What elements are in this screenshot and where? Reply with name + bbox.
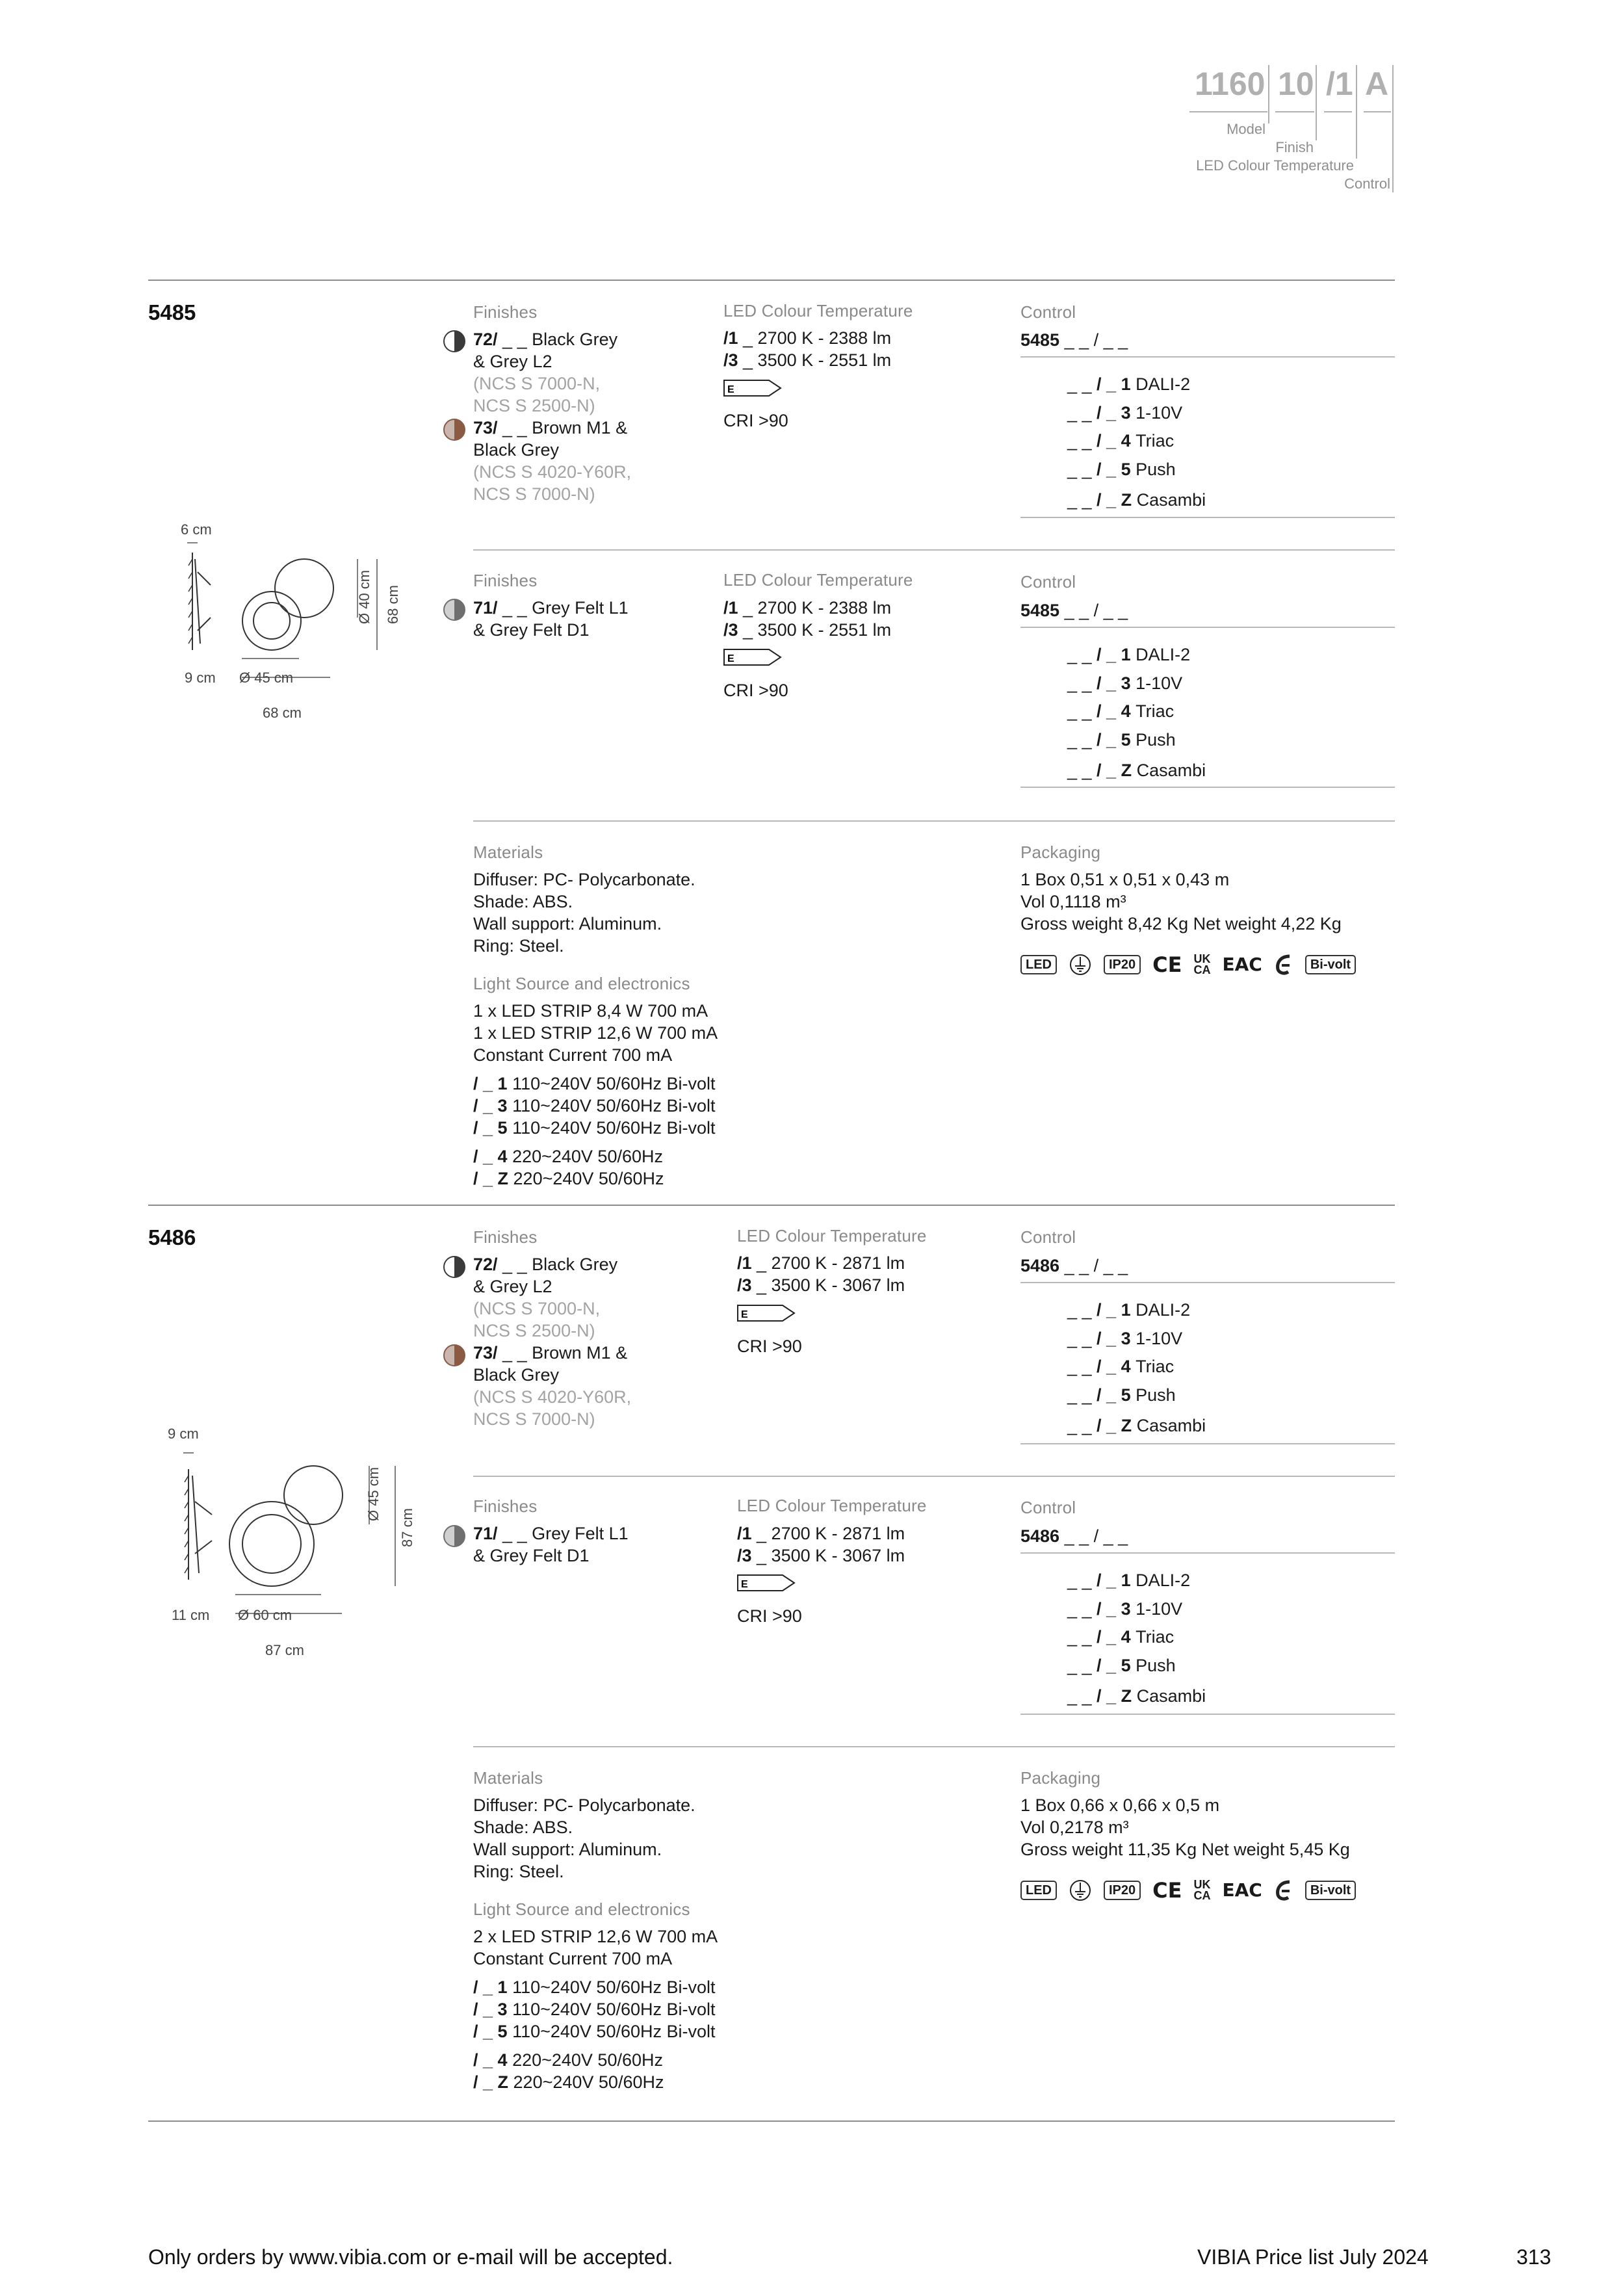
code-label-control: Control [1344,176,1390,192]
dim-depth: 9 cm [185,670,216,686]
ip-badge: IP20 [1104,1881,1141,1900]
product-model: 5485 [148,300,196,324]
control-option-label: Push [1136,1656,1176,1675]
packaging-list [1020,1794,1350,1860]
control-prefix: _ _ [1067,673,1097,693]
control-option-code: / _ 5 [1097,1656,1131,1675]
certifications [1020,953,1356,976]
led-temp-label: LED Colour Temperature [723,570,913,590]
temp-value: _ 2700 K - 2871 lm [751,1253,905,1273]
material-item: Wall support: Aluminum. [473,1840,662,1859]
control-prefix: _ _ [1067,1300,1097,1320]
footer-note: Only orders by www.vibia.com or e-mail will be accepted. [148,2245,673,2269]
materials-list [473,868,695,957]
finish-name: _ _ Grey Felt L1 [497,598,629,618]
voltage-value: 110~240V 50/60Hz Bi-volt [512,1977,716,1997]
control-rule [1020,1714,1395,1715]
packaging-item: 1 Box 0,51 x 0,51 x 0,43 m [1020,870,1230,889]
material-item: Shade: ABS. [473,1818,573,1837]
finish-name-2: & Grey Felt D1 [473,620,590,640]
control-option-code: / _ 5 [1097,730,1131,750]
finish-name: _ _ Black Grey [497,1255,618,1274]
ce-mark: CE [1152,1878,1182,1903]
voltage-list [473,1976,716,2093]
control-rule [1020,517,1395,518]
voltage-code: / _ 5 [473,2022,508,2041]
control-rule [1020,1552,1395,1554]
voltage-code: / _ 4 [473,1147,508,1166]
voltage-code: / _ Z [473,1169,509,1188]
temp-list [737,1522,905,1567]
finish-ncs: (NCS S 7000-N, [473,374,601,393]
control-option-label: Casambi [1136,490,1206,510]
ukca-mark [1194,1879,1211,1901]
finish-name: _ _ Brown M1 & [497,1343,628,1363]
control-prefix: _ _ [1067,374,1097,394]
control-option-code: / _ Z [1097,761,1132,780]
energy-class: E [741,1579,748,1590]
dim-big-diameter: Ø 60 cm [238,1607,292,1623]
product-drawing [169,533,416,728]
finish-ncs: (NCS S 4020-Y60R, [473,462,632,482]
grey-felt-swatch [443,599,465,621]
finish-name: _ _ Black Grey [497,330,618,349]
temp-value: _ 3500 K - 2551 lm [738,350,892,370]
code-label-temp: LED Colour Temperature [1196,157,1354,174]
control-prefix: _ _ [1067,1416,1097,1435]
variant-divider [473,1746,1395,1747]
control-prefix: _ _ [1067,1329,1097,1348]
voltage-code: / _ 3 [473,2000,508,2019]
ukca-bottom: CA [1193,1889,1211,1902]
packaging-label: Packaging [1020,842,1101,862]
control-option-label: Triac [1136,431,1175,450]
finish-code: 72/ [473,1255,498,1274]
energy-class: E [727,384,734,395]
control-rule [1020,787,1395,788]
dim-depth-top: 9 cm [168,1426,199,1442]
grey-felt-swatch [443,1525,465,1547]
control-prefix: _ _ [1067,761,1097,780]
page-number: 313 [1516,2245,1552,2269]
energy-label-icon [737,1574,796,1591]
certifications [1020,1879,1356,1902]
control-option-code: / _ 4 [1097,431,1131,450]
finish-ncs: (NCS S 4020-Y60R, [473,1387,632,1407]
led-badge: LED [1020,1881,1057,1900]
control-option-label: 1-10V [1136,1599,1183,1619]
packaging-item: 1 Box 0,66 x 0,66 x 0,5 m [1020,1795,1220,1815]
temp-code: /3 [723,350,738,370]
control-suffix: _ _ / _ _ [1059,330,1128,350]
control-code [1020,1525,1128,1547]
section-divider [148,280,1395,281]
energy-label-icon [723,649,782,666]
control-option-code: / _ 1 [1097,1571,1131,1590]
ukca-mark [1194,954,1211,976]
energy-efficiency-icon [1274,1879,1293,1901]
packaging-item: Vol 0,1118 m³ [1020,892,1126,911]
dim-small-diameter: Ø 45 cm [365,1467,382,1521]
control-option-code: / _ Z [1097,1686,1132,1706]
voltage-code: / _ 1 [473,1977,508,1997]
control-option-code: / _ 1 [1097,645,1131,664]
control-prefix: _ _ [1067,1357,1097,1376]
packaging-item: Gross weight 8,42 Kg Net weight 4,22 Kg [1020,914,1342,933]
packaging-label: Packaging [1020,1768,1101,1788]
dim-depth: 11 cm [172,1607,210,1623]
finish-code: 72/ [473,330,498,349]
voltage-value: 220~240V 50/60Hz [512,2050,664,2070]
control-prefix: _ _ [1067,490,1097,510]
cri-value: CRI >90 [737,1337,802,1356]
control-label: Control [1020,1498,1076,1517]
voltage-value: 220~240V 50/60Hz [512,1147,664,1166]
energy-label-icon [737,1305,796,1322]
control-option-code: / _ 1 [1097,374,1131,394]
dim-depth-top: 6 cm [181,521,212,538]
control-option-code: / _ 4 [1097,1357,1131,1376]
energy-efficiency-icon [1274,954,1293,976]
voltage-value: 220~240V 50/60Hz [513,1169,664,1188]
voltage-code: / _ 3 [473,1096,508,1115]
finish-name-2: Black Grey [473,440,560,460]
light-source-item: Constant Current 700 mA [473,1045,673,1065]
control-label: Control [1020,572,1076,592]
control-prefix: _ _ [1067,1686,1097,1706]
control-code [1020,599,1128,621]
brown-swatch [443,1344,465,1366]
control-code [1020,1255,1128,1277]
code-model: 1160 [1195,66,1266,102]
eac-mark: EAC [1222,954,1262,975]
control-option-label: DALI-2 [1136,645,1191,664]
control-rule [1020,356,1395,358]
finish-code: 71/ [473,1524,498,1543]
variant-divider [473,1476,1395,1477]
control-option-code: / _ 4 [1097,701,1131,721]
control-prefix: _ _ [1067,403,1097,423]
material-item: Diffuser: PC- Polycarbonate. [473,870,695,889]
black-grey-swatch [443,330,465,352]
variant-divider [473,549,1395,551]
finish-name: _ _ Grey Felt L1 [497,1524,629,1543]
control-option-label: Triac [1136,1627,1175,1647]
control-option-label: DALI-2 [1136,1571,1191,1590]
finishes-label: Finishes [473,1496,538,1516]
control-suffix: _ _ / _ _ [1059,601,1128,620]
cri-value: CRI >90 [737,1606,802,1626]
finishes-label: Finishes [473,571,538,590]
temp-value: _ 3500 K - 2551 lm [738,620,892,640]
voltage-code: / _ 5 [473,1118,508,1138]
light-source-item: 1 x LED STRIP 8,4 W 700 mA [473,1001,708,1021]
dim-small-diameter: Ø 40 cm [356,569,372,624]
light-source-item: Constant Current 700 mA [473,1949,673,1968]
code-control: A [1365,66,1389,102]
bivolt-badge: Bi-volt [1305,955,1356,974]
brown-swatch [443,419,465,441]
ip-badge: IP20 [1104,955,1141,974]
led-badge: LED [1020,955,1057,974]
finishes-label: Finishes [473,1227,538,1247]
temp-code: /3 [737,1275,752,1295]
temp-value: _ 2700 K - 2388 lm [738,328,892,348]
control-rule [1020,1443,1395,1444]
material-item: Shade: ABS. [473,892,573,911]
temp-code: /1 [723,328,738,348]
control-prefix: _ _ [1067,460,1097,479]
code-temp: /1 [1326,66,1353,102]
control-prefix: _ _ [1067,431,1097,450]
finish-ncs: NCS S 7000-N) [473,484,595,504]
voltage-value: 110~240V 50/60Hz Bi-volt [512,2022,716,2041]
product-model: 5486 [148,1225,196,1249]
control-option-code: / _ 4 [1097,1627,1131,1647]
black-grey-swatch [443,1256,465,1278]
light-source-label: Light Source and electronics [473,1899,690,1919]
led-temp-label: LED Colour Temperature [723,301,913,320]
control-option-code: / _ 3 [1097,673,1131,693]
control-option-label: Casambi [1136,761,1206,780]
code-label-model: Model [1227,121,1266,137]
control-option-label: Push [1136,1385,1176,1405]
finish-name-2: Black Grey [473,1365,560,1385]
dim-height: 68 cm [385,585,401,624]
led-temp-label: LED Colour Temperature [737,1496,927,1515]
control-option-label: DALI-2 [1136,374,1191,394]
material-item: Diffuser: PC- Polycarbonate. [473,1795,695,1815]
materials-label: Materials [473,842,543,862]
control-prefix: _ _ [1067,645,1097,664]
control-code [1020,329,1128,351]
temp-list [723,597,891,641]
led-temp-label: LED Colour Temperature [737,1226,927,1246]
control-option-label: 1-10V [1136,673,1183,693]
control-model: 5485 [1020,601,1060,620]
control-prefix: _ _ [1067,1571,1097,1590]
dim-height: 87 cm [399,1508,415,1547]
light-source-list [473,1925,718,1970]
temp-code: /1 [737,1524,752,1543]
voltage-value: 220~240V 50/60Hz [513,2072,664,2092]
finish-code: 73/ [473,418,498,437]
control-prefix: _ _ [1067,1385,1097,1405]
finish-ncs: NCS S 7000-N) [473,1409,595,1429]
control-option-label: Casambi [1136,1686,1206,1706]
cri-value: CRI >90 [723,411,788,430]
materials-list [473,1794,695,1883]
temp-code: /1 [737,1253,752,1273]
control-rule [1020,627,1395,628]
finish-name-2: & Grey L2 [473,1277,552,1296]
voltage-value: 110~240V 50/60Hz Bi-volt [512,2000,716,2019]
control-option-label: Push [1136,460,1176,479]
temp-value: _ 2700 K - 2871 lm [751,1524,905,1543]
section-divider [148,1205,1395,1206]
voltage-value: 110~240V 50/60Hz Bi-volt [512,1096,716,1115]
control-prefix: _ _ [1067,1627,1097,1647]
ukca-top: UK [1193,1878,1211,1891]
control-prefix: _ _ [1067,1656,1097,1675]
ukca-bottom: CA [1193,963,1211,976]
energy-label-icon [723,380,782,397]
footer-brand: VIBIA Price list July 2024 [1197,2245,1429,2269]
code-finish: 10 [1278,66,1314,102]
control-rule [1020,1282,1395,1283]
control-model: 5486 [1020,1526,1060,1546]
finish-name-2: & Grey L2 [473,352,552,371]
control-suffix: _ _ / _ _ [1059,1526,1128,1546]
finish-ncs: (NCS S 7000-N, [473,1299,601,1318]
control-option-code: / _ Z [1097,1416,1132,1435]
control-option-label: Triac [1136,1357,1175,1376]
light-source-label: Light Source and electronics [473,974,690,993]
material-item: Ring: Steel. [473,936,564,956]
finish-code: 73/ [473,1343,498,1363]
packaging-item: Gross weight 11,35 Kg Net weight 5,45 Kg [1020,1840,1350,1859]
control-option-code: / _ 1 [1097,1300,1131,1320]
temp-list [737,1252,905,1296]
finishes-label: Finishes [473,302,538,322]
bivolt-badge: Bi-volt [1305,1881,1356,1900]
temp-value: _ 2700 K - 2388 lm [738,598,892,618]
control-option-code: / _ 3 [1097,403,1131,423]
voltage-code: / _ 1 [473,1074,508,1093]
voltage-code: / _ 4 [473,2050,508,2070]
packaging-item: Vol 0,2178 m³ [1020,1818,1129,1837]
finish-code: 71/ [473,598,498,618]
control-model: 5485 [1020,330,1060,350]
section-divider [148,2120,1395,2122]
temp-code: /3 [723,620,738,640]
control-option-label: 1-10V [1136,403,1183,423]
light-source-list [473,1000,718,1066]
control-option-label: Push [1136,730,1176,750]
packaging-list [1020,868,1342,935]
control-option-code: / _ 3 [1097,1599,1131,1619]
voltage-value: 110~240V 50/60Hz Bi-volt [512,1118,716,1138]
finish-ncs: NCS S 2500-N) [473,1321,595,1340]
control-suffix: _ _ / _ _ [1059,1256,1128,1275]
energy-class: E [727,653,734,664]
control-model: 5486 [1020,1256,1060,1275]
temp-list [723,327,891,371]
dim-big-diameter: Ø 45 cm [239,670,294,686]
code-label-finish: Finish [1275,139,1314,155]
control-option-code: / _ 5 [1097,1385,1131,1405]
control-prefix: _ _ [1067,701,1097,721]
control-label: Control [1020,1227,1076,1247]
finish-name-2: & Grey Felt D1 [473,1546,590,1565]
control-option-code: / _ Z [1097,490,1132,510]
dim-width: 87 cm [265,1642,304,1658]
ground-icon [1069,1879,1092,1902]
ukca-top: UK [1193,952,1211,965]
control-label: Control [1020,302,1076,322]
finish-ncs: NCS S 2500-N) [473,396,595,415]
voltage-value: 110~240V 50/60Hz Bi-volt [512,1074,716,1093]
finish-list [473,1253,631,1430]
light-source-item: 2 x LED STRIP 12,6 W 700 mA [473,1927,718,1946]
finish-list [473,597,629,641]
temp-value: _ 3500 K - 3067 lm [751,1546,905,1565]
ce-mark: CE [1152,952,1182,977]
control-prefix: _ _ [1067,1599,1097,1619]
control-option-label: DALI-2 [1136,1300,1191,1320]
dim-width: 68 cm [263,705,302,721]
temp-code: /3 [737,1546,752,1565]
control-option-code: / _ 3 [1097,1329,1131,1348]
materials-label: Materials [473,1768,543,1788]
eac-mark: EAC [1222,1879,1262,1901]
finish-list [473,328,631,505]
control-option-label: Triac [1136,701,1175,721]
voltage-list [473,1073,716,1190]
finish-name: _ _ Brown M1 & [497,418,628,437]
light-source-item: 1 x LED STRIP 12,6 W 700 mA [473,1023,718,1043]
finish-list [473,1522,629,1567]
ground-icon [1069,953,1092,976]
material-item: Ring: Steel. [473,1862,564,1881]
material-item: Wall support: Aluminum. [473,914,662,933]
temp-code: /1 [723,598,738,618]
control-prefix: _ _ [1067,730,1097,750]
temp-value: _ 3500 K - 3067 lm [751,1275,905,1295]
variant-divider [473,820,1395,822]
control-option-label: Casambi [1136,1416,1206,1435]
energy-class: E [741,1309,748,1320]
control-option-label: 1-10V [1136,1329,1183,1348]
cri-value: CRI >90 [723,681,788,700]
control-option-code: / _ 5 [1097,460,1131,479]
voltage-code: / _ Z [473,2072,509,2092]
